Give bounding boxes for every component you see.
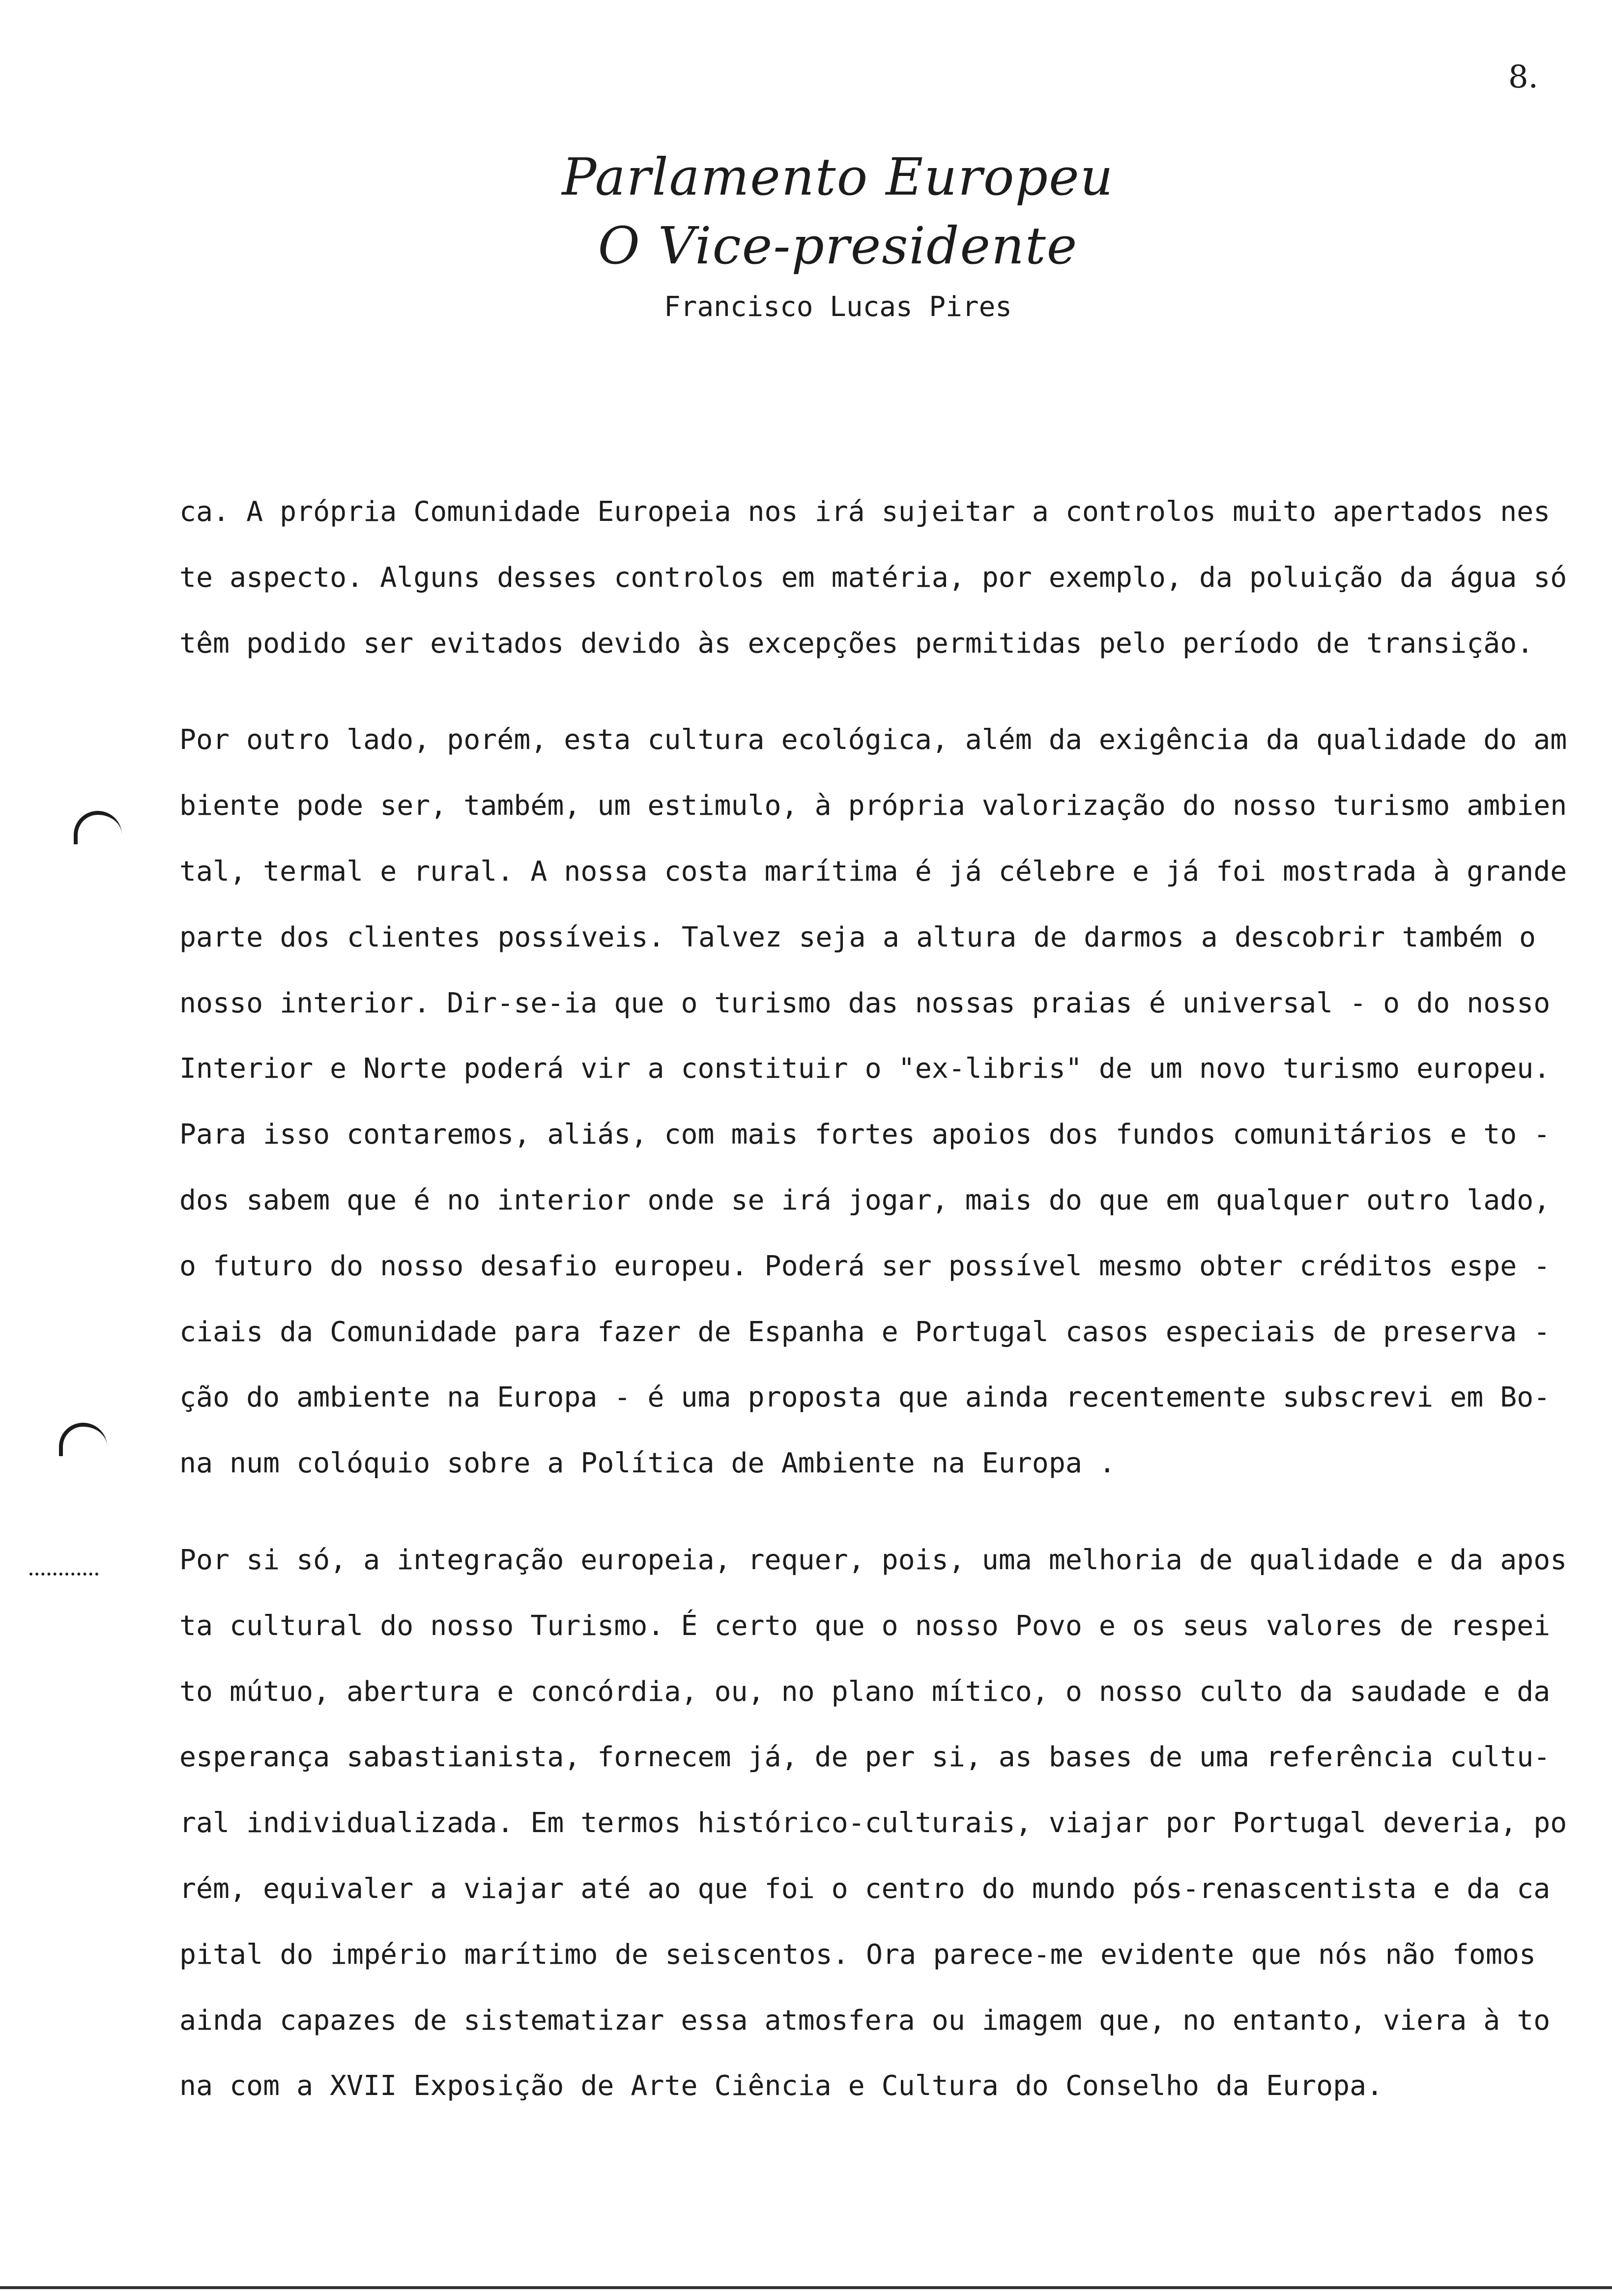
text-line: Interior e Norte poderá vir a constituir o "ex-libris" de um novo turismo europeu. bbox=[179, 1053, 1551, 1085]
text-line: ta cultural do nosso Turismo. É certo que o nosso Povo e os seus valores de respei bbox=[179, 1609, 1551, 1642]
text-line: rém, equivaler a viajar até ao que foi o centro do mundo pós-renascentista e da ca bbox=[179, 1872, 1551, 1905]
text-line: biente pode ser, também, um estimulo, à própria valorização do nosso turismo ambien bbox=[179, 790, 1567, 822]
text-line: dos sabem que é no interior onde se irá jogar, mais do que em qualquer outro lado, bbox=[179, 1184, 1551, 1216]
margin-mark bbox=[59, 1423, 107, 1456]
text-line: parte dos clientes possíveis. Talvez seja a altura de darmos a descobrir também o bbox=[179, 921, 1536, 953]
text-line: na com a XVII Exposição de Arte Ciência e Cultura do Conselho da Europa. bbox=[179, 2070, 1383, 2102]
text-line: tal, termal e rural. A nossa costa marítima é já célebre e já foi mostrada à grande bbox=[179, 855, 1567, 888]
paragraph bbox=[179, 479, 1567, 676]
document-body bbox=[179, 479, 1567, 2150]
text-line: na num colóquio sobre a Política de Ambiente na Europa . bbox=[179, 1447, 1116, 1480]
text-line: pital do império marítimo de seiscentos. Ora parece-me evidente que nós não fomos bbox=[179, 1938, 1536, 1971]
bottom-rule bbox=[0, 2286, 1612, 2289]
page-number: 8. bbox=[1508, 59, 1538, 95]
paragraph bbox=[179, 1527, 1567, 2119]
ink-speck bbox=[29, 1573, 98, 1582]
text-line: to mútuo, abertura e concórdia, ou, no plano mítico, o nosso culto da saudade e da bbox=[179, 1675, 1551, 1708]
text-line: ainda capazes de sistematizar essa atmosfera ou imagem que, no entanto, viera à to bbox=[179, 2004, 1551, 2037]
letterhead-name: Francisco Lucas Pires bbox=[663, 291, 1012, 323]
text-line: têm podido ser evitados devido às excepções permitidas pelo período de transição. bbox=[179, 627, 1534, 660]
paragraph bbox=[179, 707, 1567, 1496]
text-line: ção do ambiente na Europa - é uma proposta que ainda recentemente subscrevi em Bo- bbox=[179, 1381, 1551, 1414]
text-line: te aspecto. Alguns desses controlos em matéria, por exemplo, da poluição da água só bbox=[179, 561, 1567, 594]
letterhead-title: O Vice-presidente bbox=[598, 216, 1078, 276]
text-line: esperança sabastianista, fornecem já, de per si, as bases de uma referência cultu- bbox=[179, 1741, 1551, 1774]
text-line: ciais da Comunidade para fazer de Espanha e Portugal casos especiais de preserva - bbox=[179, 1316, 1551, 1348]
margin-mark bbox=[74, 811, 122, 844]
letterhead bbox=[531, 143, 1145, 329]
text-line: ral individualizada. Em termos histórico-culturais, viajar por Portugal deveria, po bbox=[179, 1807, 1567, 1839]
text-line: o futuro do nosso desafio europeu. Poderá ser possível mesmo obter créditos espe - bbox=[179, 1250, 1551, 1282]
letterhead-institution: Parlamento Europeu bbox=[562, 147, 1114, 207]
text-line: nosso interior. Dir-se-ia que o turismo das nossas praias é universal - o do nosso bbox=[179, 987, 1551, 1019]
text-line: Por outro lado, porém, esta cultura ecológica, além da exigência da qualidade do am bbox=[179, 724, 1567, 756]
text-line: Por si só, a integração europeia, requer, pois, uma melhoria de qualidade e da apos bbox=[179, 1544, 1567, 1576]
text-line: ca. A própria Comunidade Europeia nos irá sujeitar a controlos muito apertados nes bbox=[179, 496, 1551, 528]
text-line: Para isso contaremos, aliás, com mais fortes apoios dos fundos comunitários e to - bbox=[179, 1119, 1551, 1151]
